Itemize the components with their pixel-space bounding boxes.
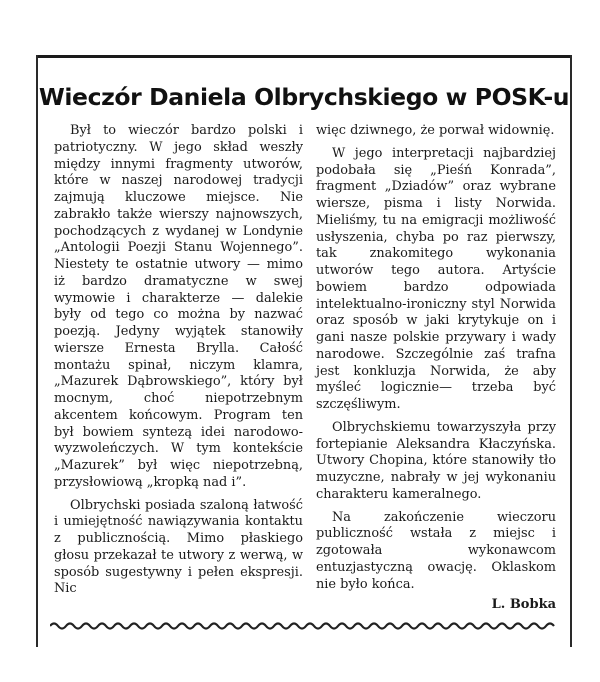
paragraph: Był to wieczór bardzo polski i patriotyczny. W jego skład weszły między innymi fragmenty utworów, które w naszej narodowej tradycji zajmują kluczowe miejsce. Nie zabrakło także wierszy najnowszych, pochodzących z wydanej w Londynie „Antologii Poezji Stanu Wojennego”. Niestety te ostatnie utwory — mimo iż bardzo dramatyczne w swej wymowie i charakterze — dalekie były od tego co można by nazwać poezją. Jedyny wyjątek stanowiły wiersze Ernesta Brylla. Całość montażu spinał, niczym klamra, „Mazurek Dąbrowskiego”, który był mocnym, choć niepotrzebnym akcentem końcowym. Program ten był bowiem syntezą idei narodowo-wyzwoleńczych. W tym kontekście „Mazurek” był więc niepotrzebną, przysłowiową „kropką nad i”. (54, 123, 303, 490)
right-border (570, 55, 572, 647)
author-signature: L. Bobka (491, 597, 556, 612)
paragraph: Olbrychskiemu towarzyszyła przy fortepianie Aleksandra Kłaczyńska. Utwory Chopina, które stanowiły tło muzyczne, nabrały w jej wykonaniu charakteru kameralnego. (316, 419, 556, 502)
left-column (54, 123, 303, 604)
right-column (316, 123, 556, 599)
paragraph: Na zakończenie wieczoru publiczność wstała z miejsc i zgotowała wykonawcom entuzjastyczną owację. Oklaskom nie było końca. (316, 509, 556, 592)
paragraph: W jego interpretacji najbardziej podobała się „Pieśń Konrada”, fragment „Dziadów” oraz wybrane wiersze, pisma i listy Norwida. Mieliśmy, tu na emigracji możliwość usłyszenia, chyba po raz pierwszy, tak znakomitego wykonania utworów tego autora. Artyście bowiem bardzo odpowiada intelektualno-ironiczny styl Norwida oraz sposób w jaki krytykuje on i gani nasze polskie przywary i wady narodowe. Szczególnie zaś trafna jest konkluzja Norwida, że aby myśleć logicznie— trzeba być szczęśliwym. (316, 145, 556, 412)
article-headline: Wieczór Daniela Olbrychskiego w POSK-u (38, 83, 570, 111)
newspaper-clipping (36, 55, 572, 647)
paragraph: więc dziwnego, że porwał widownię. (316, 123, 555, 138)
left-border (36, 55, 38, 647)
decorative-wave-border (50, 621, 558, 631)
paragraph: Olbrychski posiada szaloną łatwość i umiejętność nawiązywania kontaktu z publicznością. Mimo płaskiego głosu przekazał te utwory z werwą, w sposób sugestywny i pełen ekspresji. Nic (54, 497, 303, 597)
top-rule (36, 55, 572, 58)
